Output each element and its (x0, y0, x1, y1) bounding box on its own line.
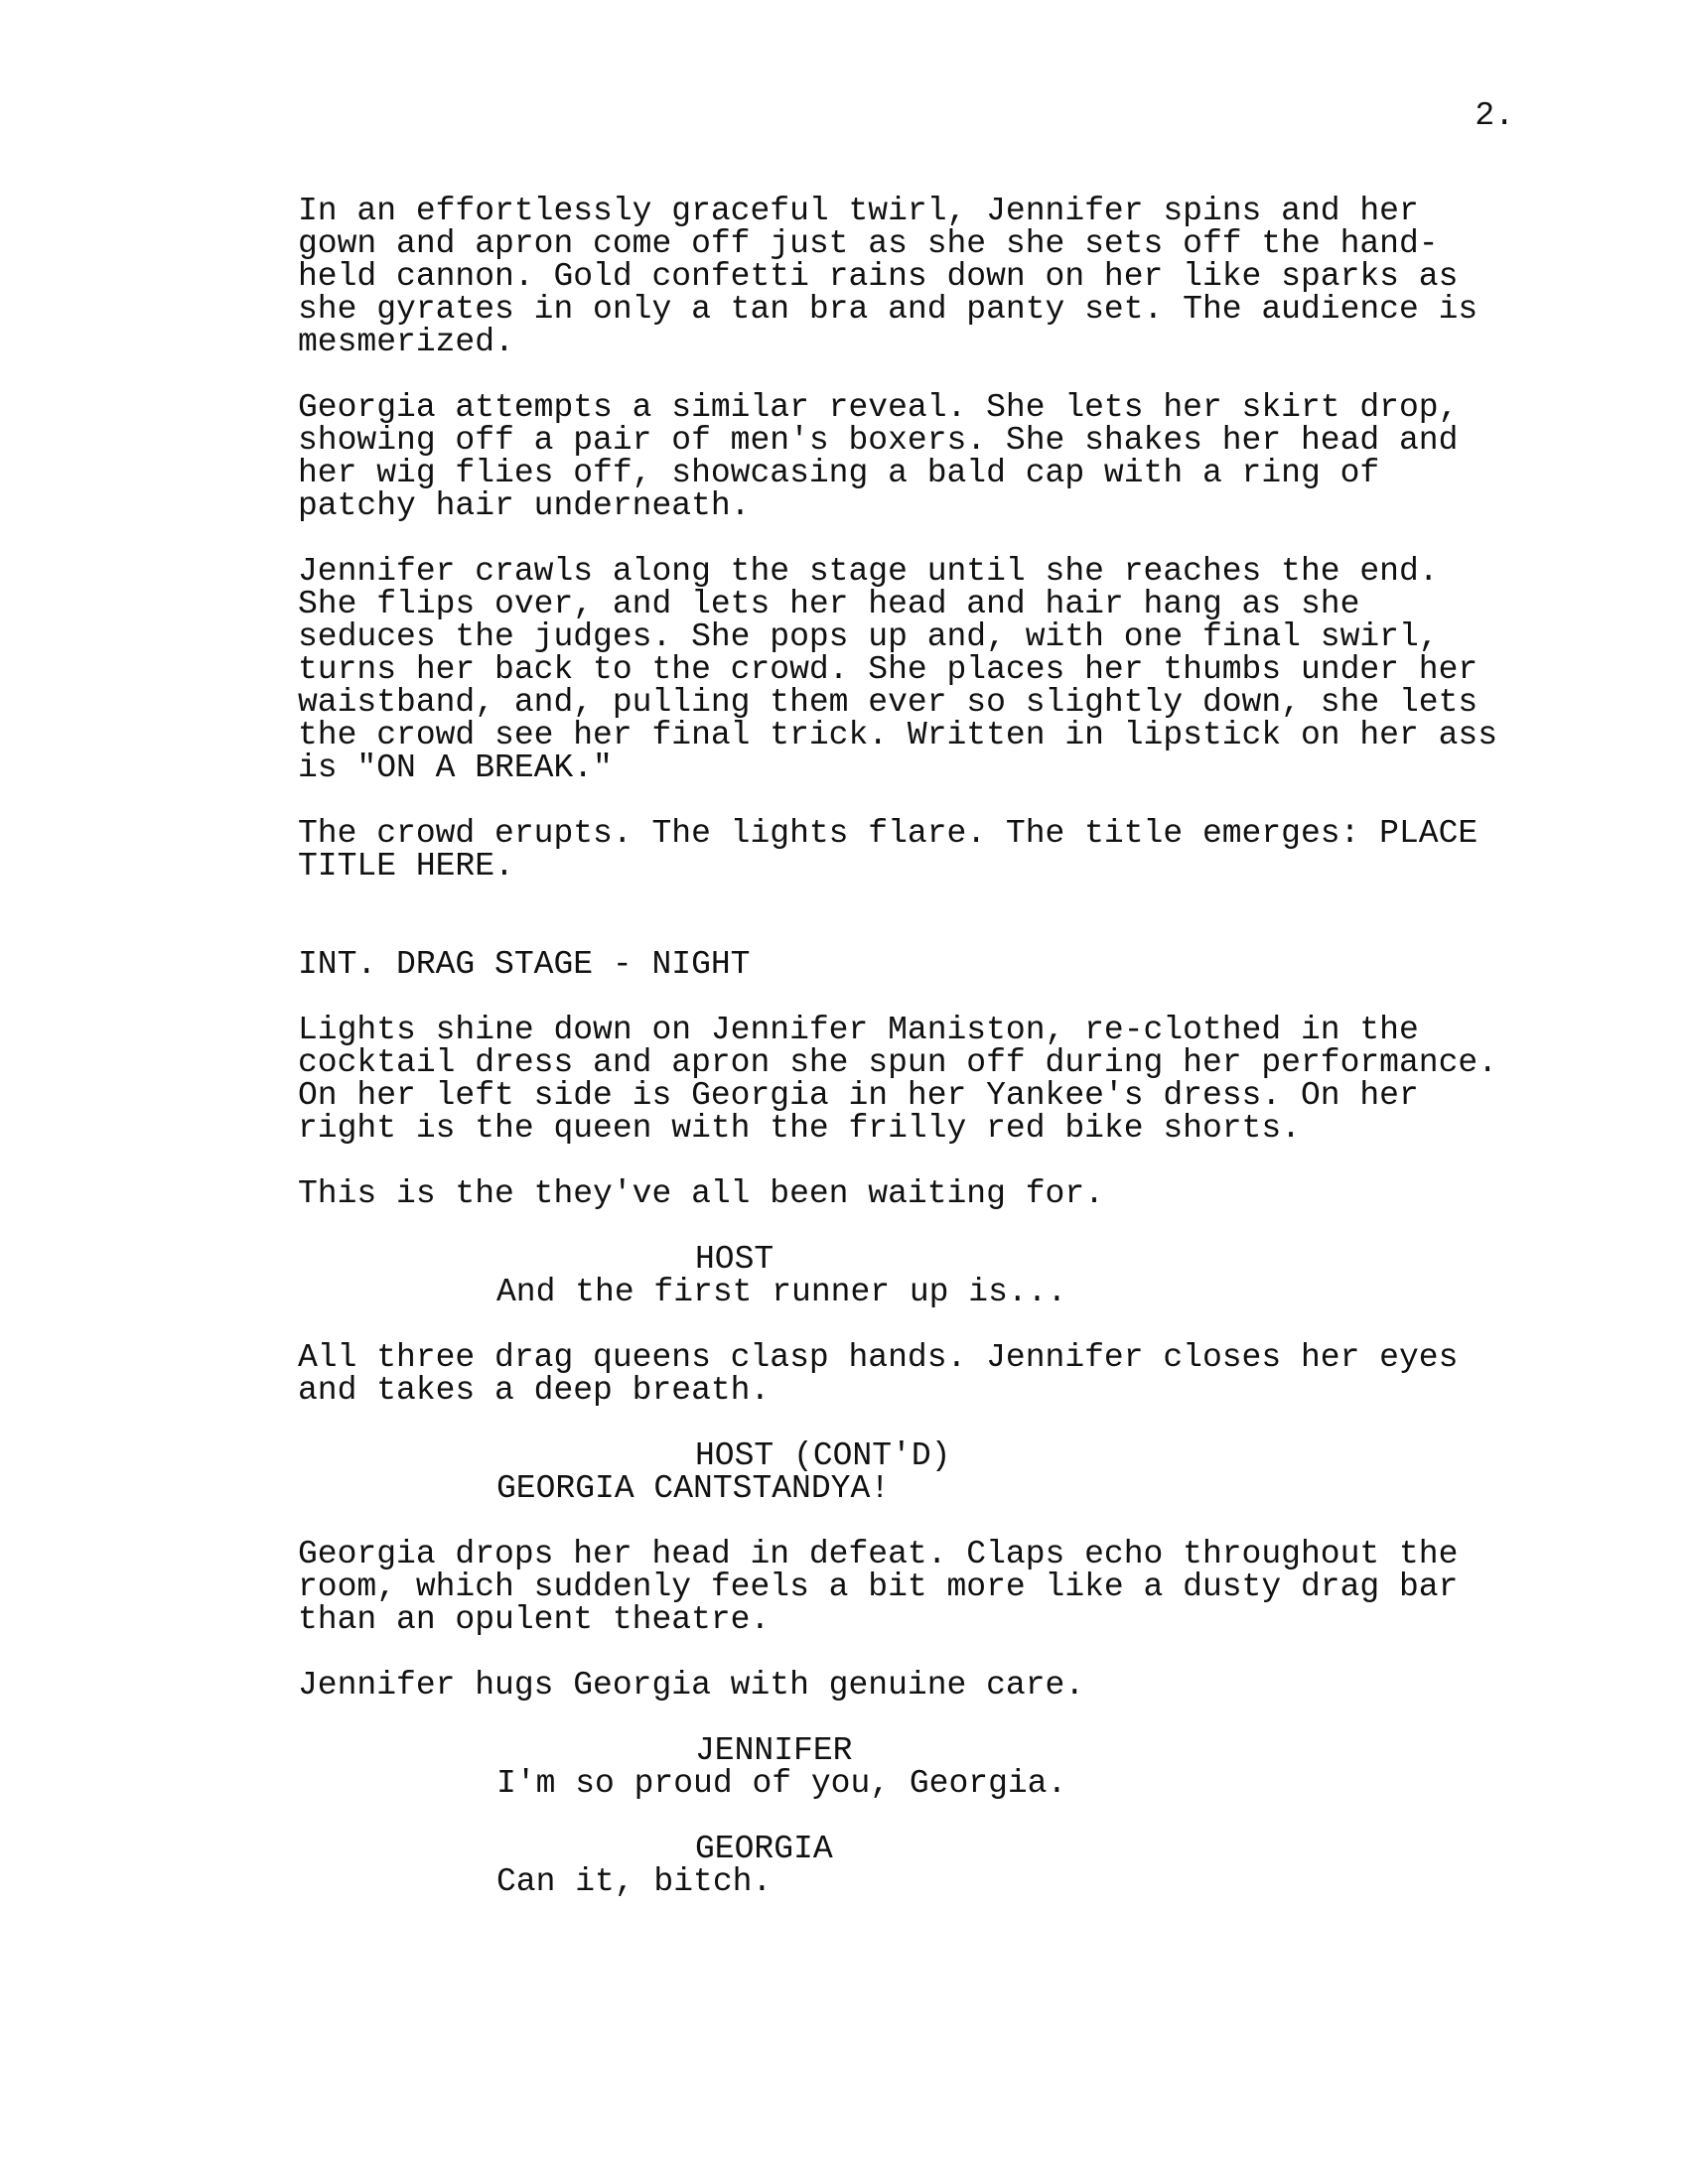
action-paragraph: Georgia attempts a similar reveal. She lets her skirt drop, showing off a pair of men's boxers. She shakes her head and her wig flies off, showcasing a bald cap with a ring of patchy hair underneath. (298, 389, 1459, 524)
dialogue-line: GEORGIA CANTSTANDYA! (496, 1470, 891, 1507)
page-number: 2. (1475, 97, 1514, 134)
character-name: HOST (695, 1241, 774, 1278)
action-paragraph: Lights shine down on Jennifer Maniston, re-clothed in the cocktail dress and apron she spun off during her performance. On her left side is Georgia in her Yankee's dress. On her right is the queen with the frilly red bike shorts. (298, 1012, 1497, 1147)
character-name: HOST (CONT'D) (695, 1437, 951, 1474)
dialogue-line: Can it, bitch. (496, 1863, 773, 1900)
dialogue-block (298, 1734, 1489, 1800)
action-paragraph: This is the they've all been waiting for. (298, 1175, 1104, 1212)
character-name: GEORGIA (695, 1831, 833, 1867)
dialogue-block (298, 1439, 1489, 1505)
character-name: JENNIFER (695, 1732, 853, 1769)
dialogue-line: And the first runner up is... (496, 1274, 1067, 1310)
dialogue-line: I'm so proud of you, Georgia. (496, 1765, 1067, 1802)
dialogue-block (298, 1243, 1489, 1308)
action-paragraph: Jennifer hugs Georgia with genuine care. (298, 1667, 1085, 1704)
action-paragraph: The crowd erupts. The lights flare. The title emerges: PLACE TITLE HERE. (298, 815, 1478, 885)
dialogue-block (298, 1833, 1489, 1898)
action-paragraph: All three drag queens clasp hands. Jennifer closes her eyes and takes a deep breath. (298, 1339, 1459, 1409)
action-paragraph: Georgia drops her head in defeat. Claps echo throughout the room, which suddenly feels a bit more like a dusty drag bar than an opulent theatre. (298, 1536, 1459, 1638)
action-paragraph: In an effortlessly graceful twirl, Jennifer spins and her gown and apron come off just as she she sets off the hand- held cannon. Gold confetti rains down on her like sparks as she gyrates in only a tan bra and panty set. The audience is mesmerized. (298, 193, 1478, 360)
scene-heading: INT. DRAG STAGE - NIGHT (298, 946, 751, 983)
screenplay-body (298, 193, 1497, 1931)
action-paragraph: Jennifer crawls along the stage until she reaches the end. She flips over, and lets her head and hair hang as she seduces the judges. She pops up and, with one final swirl, turns her back to the crowd. She places her thumbs under her waistband, and, pulling them ever so slightly down, she lets the crowd see her final trick. Written in lipstick on her ass is "ON A BREAK." (298, 553, 1497, 786)
